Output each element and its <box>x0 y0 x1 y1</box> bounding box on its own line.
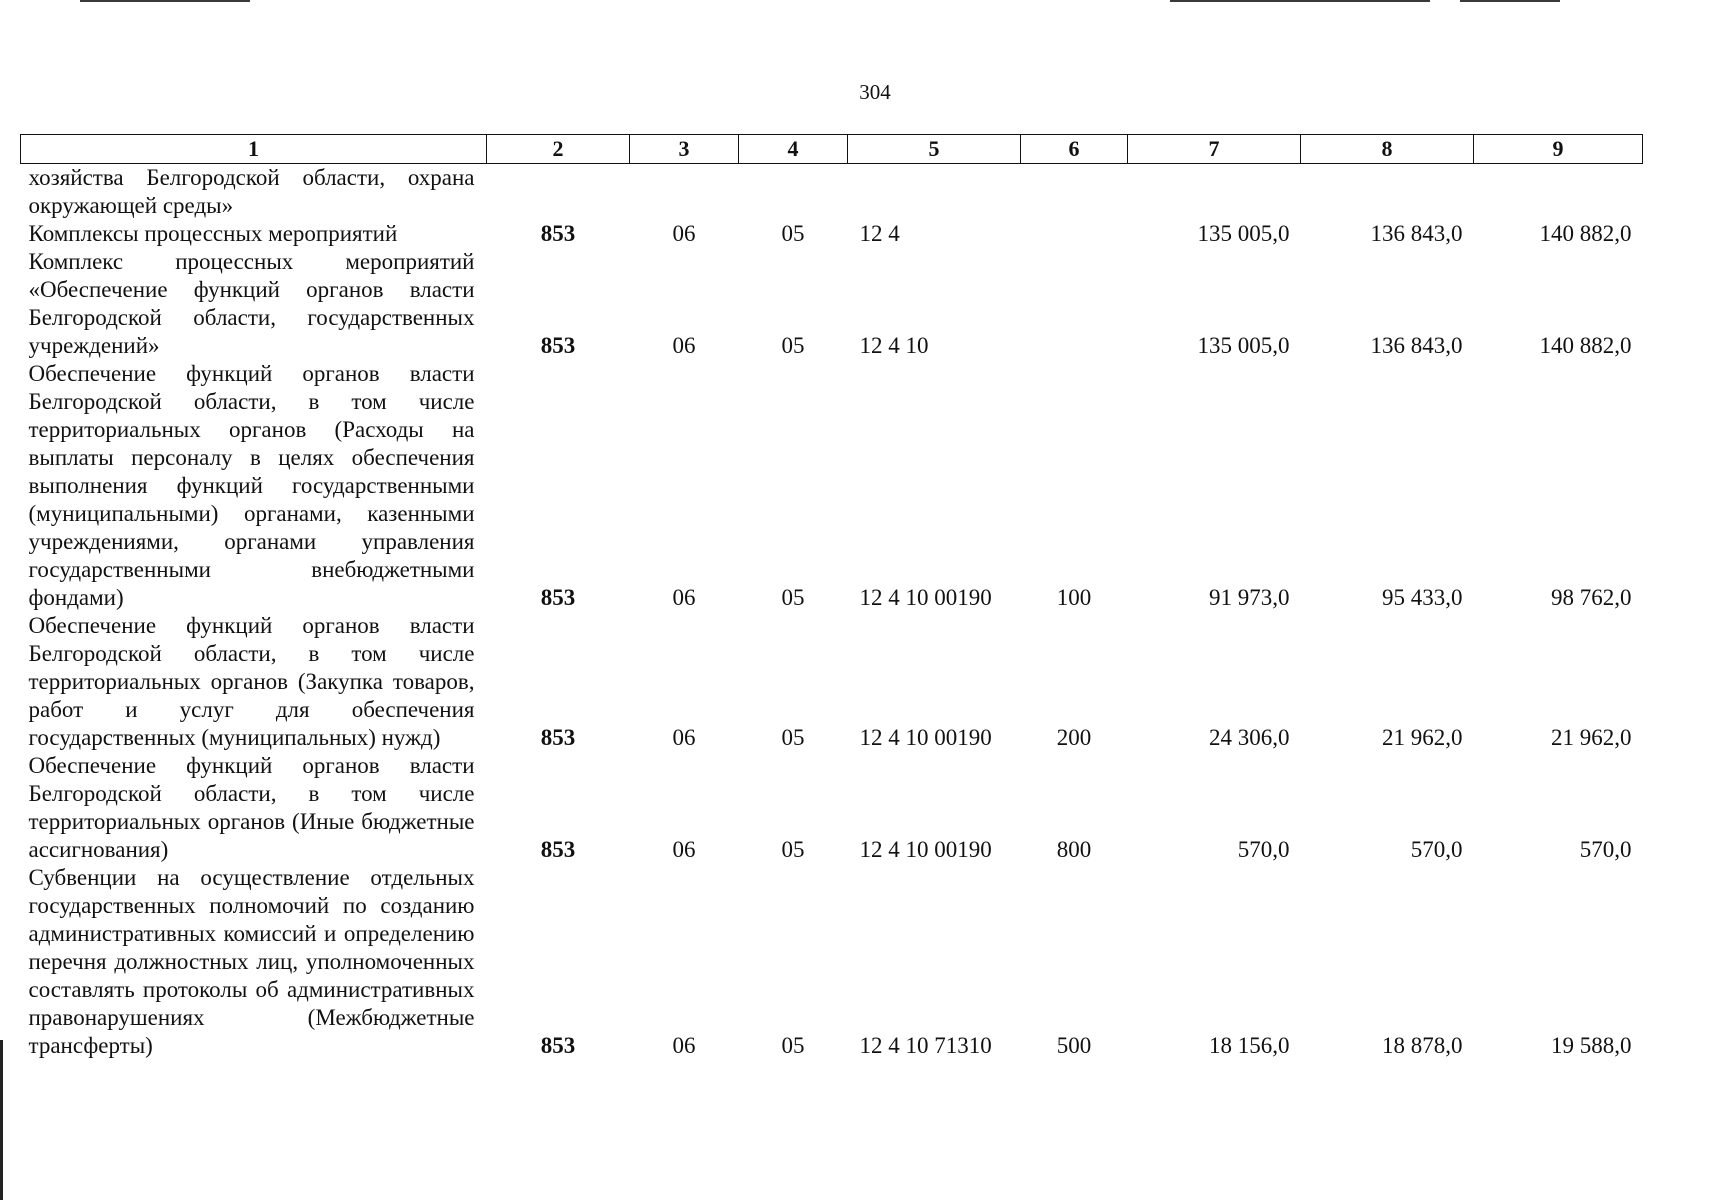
ministry-code: 853 <box>540 585 576 610</box>
amount-year-1: 135 005,0 <box>1197 333 1290 358</box>
column-header: 9 <box>1474 135 1643 164</box>
amount-year-3 <box>1474 164 1643 221</box>
subsection-code: 05 <box>781 333 805 358</box>
amount-year-1: 91 973,0 <box>1209 585 1290 610</box>
column-header: 2 <box>487 135 630 164</box>
amount-year-2: 95 433,0 <box>1382 585 1463 610</box>
subsection-code: 05 <box>781 725 805 750</box>
subsection-code <box>739 164 848 221</box>
amount-year-1: 24 306,0 <box>1209 725 1290 750</box>
section-code: 06 <box>672 221 696 246</box>
ministry-code: 853 <box>540 837 576 862</box>
target-article-code: 12 4 10 <box>859 333 929 358</box>
column-header: 5 <box>848 135 1021 164</box>
table-row <box>21 360 1643 612</box>
scan-artifact-line <box>1460 0 1560 2</box>
section-code: 06 <box>672 1033 696 1058</box>
amount-year-2: 570,0 <box>1410 837 1463 862</box>
amount-year-3: 98 762,0 <box>1551 585 1632 610</box>
column-number-header-row <box>21 135 1643 164</box>
expense-type-code: 200 <box>1056 725 1092 750</box>
table-row <box>21 164 1643 221</box>
expense-type-code: 800 <box>1056 837 1092 862</box>
ministry-code: 853 <box>540 333 576 358</box>
amount-year-3: 19 588,0 <box>1551 1033 1632 1058</box>
amount-year-1: 135 005,0 <box>1197 221 1290 246</box>
amount-year-2: 136 843,0 <box>1370 221 1463 246</box>
amount-year-1: 570,0 <box>1237 837 1290 862</box>
target-article-code: 12 4 10 00190 <box>859 725 992 750</box>
expense-type-code: 100 <box>1056 585 1092 610</box>
section-code: 06 <box>672 725 696 750</box>
row-description: Комплекс процессных мероприятий «Обеспечение функций органов власти Белгородской области, государственных учреждений» <box>28 249 475 358</box>
amount-year-2: 18 878,0 <box>1382 1033 1463 1058</box>
table-row <box>21 220 1643 248</box>
table-row <box>21 864 1643 1060</box>
column-header: 1 <box>21 135 487 164</box>
budget-table <box>20 134 1643 1060</box>
subsection-code: 05 <box>781 1033 805 1058</box>
row-description: Обеспечение функций органов власти Белгородской области, в том числе территориальных органов (Расходы на выплаты персоналу в целях обеспечения выполнения функций государственными (муниципальными) органами, казенными учреждениями, органами управления государственными внебюджетными фондами) <box>28 361 475 610</box>
table-row <box>21 248 1643 360</box>
scan-artifact-line <box>1170 0 1430 2</box>
amount-year-3: 140 882,0 <box>1539 333 1632 358</box>
amount-year-2 <box>1301 164 1474 221</box>
row-description: Обеспечение функций органов власти Белгородской области, в том числе территориальных органов (Закупка товаров, работ и услуг для обеспечения государственных (муниципальных) нужд) <box>28 613 475 750</box>
scan-artifact-line <box>80 0 250 2</box>
target-article-code: 12 4 10 71310 <box>859 1033 992 1058</box>
amount-year-3: 570,0 <box>1579 837 1632 862</box>
amount-year-3: 21 962,0 <box>1551 725 1632 750</box>
table-row <box>21 612 1643 752</box>
row-description: хозяйства Белгородской области, охрана окружающей среды» <box>28 165 475 218</box>
target-article-code <box>848 164 1021 221</box>
target-article-code: 12 4 <box>859 221 900 246</box>
amount-year-1 <box>1128 164 1301 221</box>
amount-year-2: 21 962,0 <box>1382 725 1463 750</box>
section-code: 06 <box>672 333 696 358</box>
amount-year-2: 136 843,0 <box>1370 333 1463 358</box>
expense-type-code <box>1021 220 1128 248</box>
ministry-code: 853 <box>540 725 576 750</box>
subsection-code: 05 <box>781 221 805 246</box>
column-header: 8 <box>1301 135 1474 164</box>
ministry-code: 853 <box>540 221 576 246</box>
subsection-code: 05 <box>781 585 805 610</box>
scan-artifact-edge <box>0 1040 3 1200</box>
table-row <box>21 752 1643 864</box>
row-description: Субвенции на осуществление отдельных государственных полномочий по созданию административных комиссий и определению перечня должностных лиц, уполномоченных составлять протоколы об административных правонарушениях (Межбюджетные трансферты) <box>28 865 475 1058</box>
row-description: Обеспечение функций органов власти Белгородской области, в том числе территориальных органов (Иные бюджетные ассигнования) <box>28 753 475 862</box>
column-header: 6 <box>1021 135 1128 164</box>
amount-year-1: 18 156,0 <box>1209 1033 1290 1058</box>
page-number: 304 <box>859 80 891 104</box>
subsection-code: 05 <box>781 837 805 862</box>
section-code: 06 <box>672 585 696 610</box>
target-article-code: 12 4 10 00190 <box>859 585 992 610</box>
amount-year-3: 140 882,0 <box>1539 221 1632 246</box>
expense-type-code <box>1021 164 1128 221</box>
expense-type-code: 500 <box>1056 1033 1092 1058</box>
target-article-code: 12 4 10 00190 <box>859 837 992 862</box>
column-header: 4 <box>739 135 848 164</box>
expense-type-code <box>1021 248 1128 360</box>
column-header: 7 <box>1128 135 1301 164</box>
ministry-code: 853 <box>540 1033 576 1058</box>
ministry-code <box>487 164 630 221</box>
row-description: Комплексы процессных мероприятий <box>28 221 398 246</box>
section-code <box>630 164 739 221</box>
column-header: 3 <box>630 135 739 164</box>
section-code: 06 <box>672 837 696 862</box>
